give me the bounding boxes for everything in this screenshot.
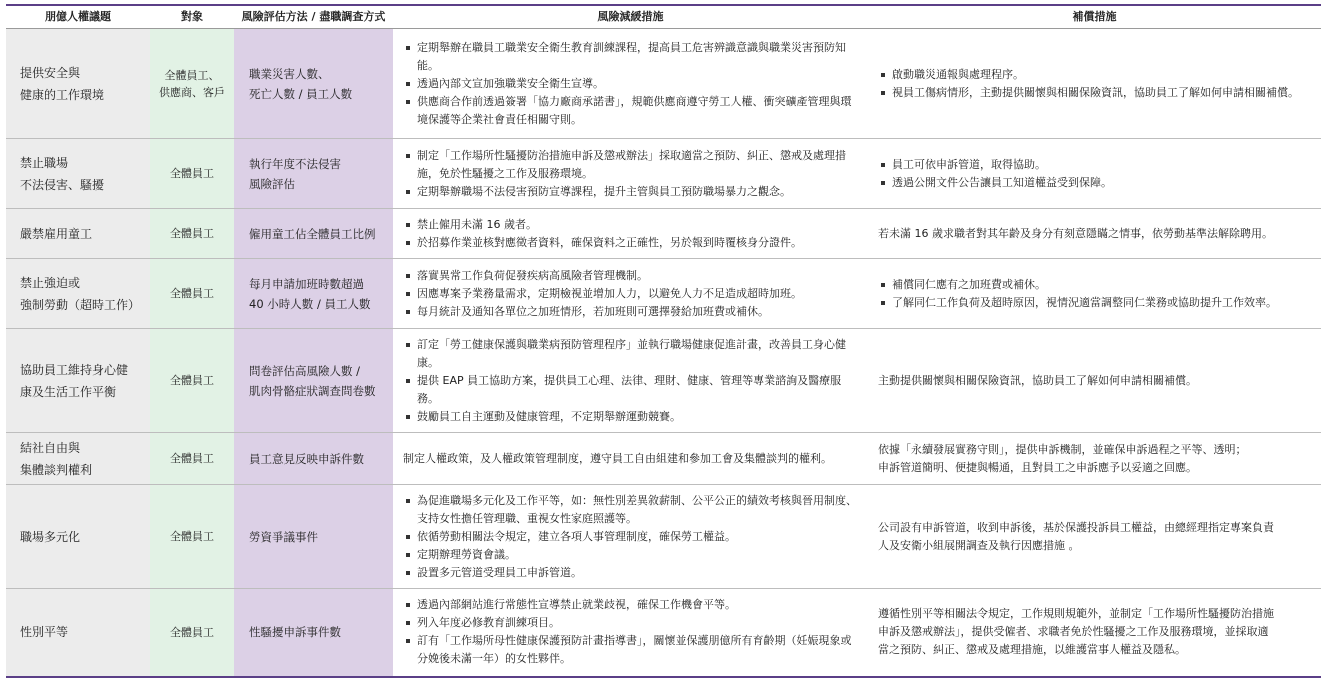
issue-text: 職場多元化 [20, 529, 81, 544]
mitigation-item: 每月統計及通知各單位之加班情形，若加班則可選擇發給加班費或補休。 [417, 303, 860, 321]
issue-text: 嚴禁雇用童工 [20, 226, 93, 241]
header-compensation: 補償措施 [868, 5, 1321, 29]
target-text: 全體員工 [170, 530, 214, 543]
compensation-item: 透過公開文件公告讓員工知道權益受到保障。 [892, 174, 1315, 192]
target-text: 全體員工 [170, 625, 214, 639]
mitigation-item: 供應商合作前透過簽署「協力廠商承諾書」，規範供應商遵守勞工人權、衝突礦產管理與環境保護等企業社會責任相關守則。 [417, 93, 860, 129]
table-row [6, 259, 1321, 329]
mitigation-item: 提供 EAP 員工協助方案，提供員工心理、法律、理財、健康、管理等專業諮詢及醫療服務。 [417, 372, 860, 408]
compensation-item: 補償同仁應有之加班費或補休。 [892, 276, 1315, 294]
method-text: 風險評估 [249, 176, 295, 191]
method-cell [234, 589, 393, 677]
compensation-cell [868, 329, 1321, 433]
human-rights-table [6, 4, 1321, 678]
mitigation-item: 設置多元管道受理員工申訴管道。 [417, 564, 860, 582]
target-text: 全體員工 [170, 167, 214, 180]
mitigation-item: 為促進職場多元化及工作平等，如：無性別差異敘薪制、公平公正的績效考核與晉用制度、支持女性擔任管理職、重視女性家庭照護等。 [417, 492, 860, 528]
mitigation-cell [393, 29, 868, 139]
mitigation-cell [393, 433, 868, 485]
compensation-list [878, 156, 1315, 192]
mitigation-item: 列入年度必修教育訓練項目。 [417, 614, 860, 632]
mitigation-item: 鼓勵員工自主運動及健康管理，不定期舉辦運動競賽。 [417, 408, 860, 426]
mitigation-item: 於招募作業並核對應徵者資料，確保資料之正確性，另於報到時覆核身分證件。 [417, 234, 860, 252]
issue-text: 禁止職場 [20, 155, 69, 170]
compensation-text: 人及安衛小組展開調查及執行因應措施 。 [878, 538, 1080, 552]
method-text: 問卷評估高風險人數 / [249, 363, 361, 378]
mitigation-item: 制定「工作場所性騷擾防治措施申訴及懲戒辦法」採取適當之預防、糾正、懲戒及處理措施，免於性騷擾之工作及服務環境。 [417, 147, 860, 183]
compensation-cell [868, 433, 1321, 485]
compensation-cell [868, 139, 1321, 209]
method-cell [234, 29, 393, 139]
issue-text: 性別平等 [20, 625, 69, 640]
target-text: 全體員工 [170, 374, 214, 387]
compensation-item: 視員工傷病情形，主動提供關懷與相關保險資訊，協助員工了解如何申請相關補償。 [892, 84, 1315, 102]
mitigation-item: 因應專案予業務量需求，定期檢視並增加人力，以避免人力不足造成超時加班。 [417, 285, 860, 303]
table-row [6, 209, 1321, 259]
table-row [6, 29, 1321, 139]
mitigation-item: 依循勞動相關法令規定，建立各項人事管理制度，確保勞工權益。 [417, 528, 860, 546]
method-text: 死亡人數 / 員工人數 [249, 86, 353, 101]
target-text: 供應商、客戶 [159, 85, 225, 99]
mitigation-cell [393, 329, 868, 433]
method-text: 職業災害人數、 [249, 66, 330, 81]
target-cell [150, 589, 234, 677]
issue-text: 結社自由與 [20, 440, 81, 455]
mitigation-cell [393, 139, 868, 209]
table-row [6, 433, 1321, 485]
mitigation-item: 定期辦理勞資會議。 [417, 546, 860, 564]
compensation-text: 若未滿 16 歲求職者對其年齡及身分有刻意隱瞞之情事，依勞動基準法解除聘用。 [878, 226, 1273, 240]
mitigation-item: 禁止僱用未滿 16 歲者。 [417, 216, 860, 234]
compensation-cell [868, 259, 1321, 329]
issue-text: 禁止強迫或 [20, 275, 81, 290]
mitigation-text: 制定人權政策，及人權政策管理制度，遵守員工自由組建和參加工會及集體談判的權利。 [403, 451, 832, 465]
method-cell [234, 485, 393, 589]
target-cell [150, 29, 234, 139]
method-text: 執行年度不法侵害 [249, 156, 341, 171]
issue-cell [6, 29, 150, 139]
method-text: 性騷擾申訴事件數 [249, 625, 341, 640]
mitigation-item: 定期舉辦職場不法侵害預防宣導課程，提升主管與員工預防職場暴力之觀念。 [417, 183, 860, 201]
mitigation-list [403, 492, 860, 582]
compensation-list [878, 66, 1315, 102]
compensation-item: 了解同仁工作負荷及超時原因，視情況適當調整同仁業務或協助提升工作效率。 [892, 294, 1315, 312]
method-cell [234, 139, 393, 209]
mitigation-item: 訂定「勞工健康保護與職業病預防管理程序」並執行職場健康促進計畫，改善員工身心健康。 [417, 336, 860, 372]
mitigation-item: 落實異常工作負荷促發疾病高風險者管理機制。 [417, 267, 860, 285]
target-cell [150, 259, 234, 329]
compensation-text: 申訴及懲戒辦法」，提供受僱者、求職者免於性騷擾之工作及服務環境，並採取適 [878, 625, 1269, 639]
compensation-text: 當之預防、糾正、懲戒及處理措施，以維護當事人權益及隱私。 [878, 643, 1186, 657]
compensation-cell [868, 29, 1321, 139]
mitigation-list [403, 39, 860, 129]
method-text: 每月申請加班時數超過 [249, 276, 364, 291]
method-cell [234, 209, 393, 259]
issue-cell [6, 589, 150, 677]
method-text: 肌肉骨骼症狀調查問卷數 [249, 383, 376, 398]
method-cell [234, 433, 393, 485]
mitigation-cell [393, 485, 868, 589]
compensation-cell [868, 589, 1321, 677]
mitigation-item: 訂有「工作場所母性健康保護預防計畫指導書」，關懷並保護朋億所有育齡期（妊娠現象或分娩後未滿一年）的女性夥伴。 [417, 632, 860, 668]
method-cell [234, 259, 393, 329]
target-cell [150, 139, 234, 209]
compensation-text: 申訴管道簡明、便捷與暢通，且對員工之申訴應予以妥適之回應。 [878, 460, 1197, 474]
mitigation-cell [393, 589, 868, 677]
table-row [6, 329, 1321, 433]
compensation-item: 員工可依申訴管道，取得協助。 [892, 156, 1315, 174]
issue-cell [6, 485, 150, 589]
target-text: 全體員工 [170, 452, 214, 465]
target-text: 全體員工 [170, 227, 214, 240]
compensation-cell [868, 209, 1321, 259]
issue-cell [6, 259, 150, 329]
issue-text: 強制勞動（超時工作） [20, 297, 141, 312]
header-issue: 朋億人權議題 [6, 5, 150, 29]
target-cell [150, 209, 234, 259]
issue-text: 集體談判權利 [20, 462, 93, 477]
mitigation-item: 透過內部文宣加強職業安全衛生宣導。 [417, 75, 860, 93]
mitigation-list [403, 147, 860, 201]
mitigation-list [403, 336, 860, 426]
compensation-item: 啟動職災通報與處理程序。 [892, 66, 1315, 84]
mitigation-list [403, 267, 860, 321]
issue-cell [6, 139, 150, 209]
target-cell [150, 485, 234, 589]
compensation-cell [868, 485, 1321, 589]
mitigation-list [403, 216, 860, 252]
compensation-text: 依據「永續發展實務守則」，提供申訴機制，並確保申訴過程之平等、透明； [878, 442, 1247, 456]
compensation-text: 遵循性別平等相關法令規定，工作規則規範外，並制定「工作場所性騷擾防治措施 [878, 607, 1274, 621]
table-row [6, 589, 1321, 677]
header-method: 風險評估方法 / 盡職調查方式 [234, 5, 393, 29]
target-text: 全體員工、 [164, 68, 220, 82]
table-row [6, 139, 1321, 209]
mitigation-item: 透過內部網站進行常態性宣導禁止就業歧視，確保工作機會平等。 [417, 596, 860, 614]
compensation-text: 公司設有申訴管道，收到申訴後，基於保護投訴員工權益，由總經理指定專案負責 [878, 520, 1274, 534]
issue-text: 不法侵害、騷擾 [20, 177, 105, 192]
compensation-text: 主動提供關懷與相關保險資訊，協助員工了解如何申請相關補償。 [878, 373, 1197, 387]
method-cell [234, 329, 393, 433]
issue-cell [6, 433, 150, 485]
target-cell [150, 433, 234, 485]
method-text: 40 小時人數 / 員工人數 [249, 296, 371, 311]
mitigation-cell [393, 259, 868, 329]
issue-cell [6, 329, 150, 433]
issue-text: 協助員工維持身心健 [20, 362, 129, 377]
compensation-list [878, 276, 1315, 312]
method-text: 勞資爭議事件 [249, 529, 318, 544]
method-text: 員工意見反映申訴件數 [249, 451, 364, 466]
header-row [6, 5, 1321, 29]
issue-text: 健康的工作環境 [20, 87, 105, 102]
mitigation-item: 定期舉辦在職員工職業安全衛生教育訓練課程，提高員工危害辨識意識與職業災害預防知能。 [417, 39, 860, 75]
issue-cell [6, 209, 150, 259]
method-text: 僱用童工佔全體員工比例 [249, 226, 376, 241]
header-mitigation: 風險減緩措施 [393, 5, 868, 29]
target-cell [150, 329, 234, 433]
target-text: 全體員工 [170, 287, 214, 300]
issue-text: 提供安全與 [20, 65, 81, 80]
header-target: 對象 [150, 5, 234, 29]
table-row [6, 485, 1321, 589]
issue-text: 康及生活工作平衡 [20, 384, 117, 399]
mitigation-cell [393, 209, 868, 259]
mitigation-list [403, 596, 860, 668]
